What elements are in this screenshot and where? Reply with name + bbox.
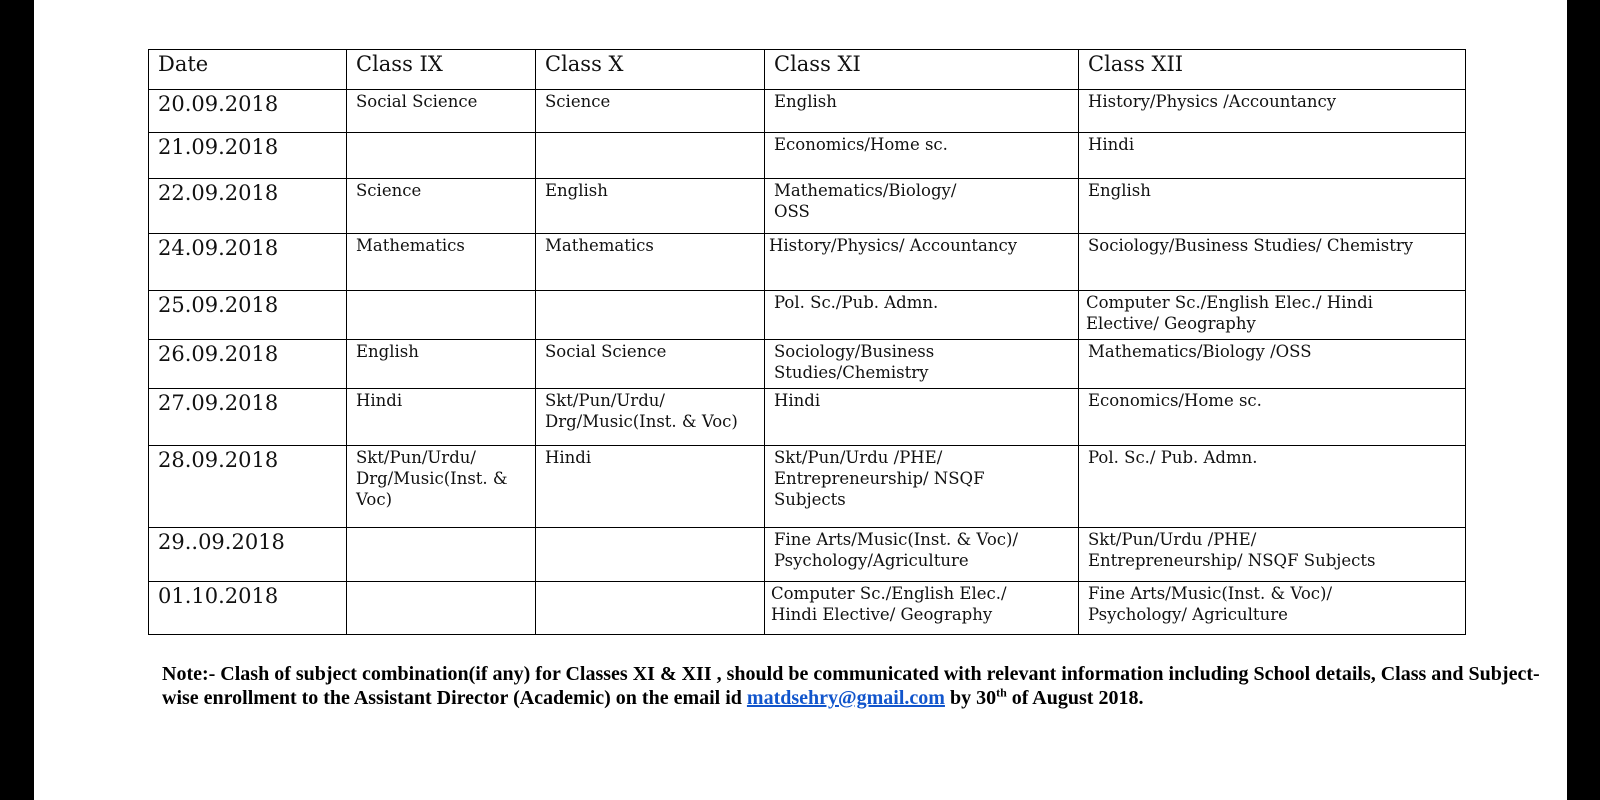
class-x-cell: Social Science — [536, 340, 765, 389]
header-class-ix: Class IX — [347, 50, 536, 90]
document-page — [34, 0, 1567, 800]
class-x-cell — [536, 582, 765, 635]
class-x-cell — [536, 133, 765, 179]
class-ix-cell: Science — [347, 179, 536, 234]
class-x-cell: English — [536, 179, 765, 234]
table-row — [149, 291, 1466, 340]
class-ix-cell: Social Science — [347, 90, 536, 133]
table-header-row — [149, 50, 1466, 90]
note-deadline-text: by 30 — [944, 687, 997, 709]
table-row — [149, 446, 1466, 528]
table-row — [149, 389, 1466, 446]
class-xi-cell: Hindi — [765, 389, 1079, 446]
table-row — [149, 133, 1466, 179]
class-xii-cell: History/Physics /Accountancy — [1079, 90, 1466, 133]
class-xi-cell: Skt/Pun/Urdu /PHE/ Entrepreneurship/ NSQF Subjects — [765, 446, 1079, 528]
ordinal-superscript: th — [996, 685, 1007, 700]
header-class-xi: Class XI — [765, 50, 1079, 90]
class-xi-cell: Computer Sc./English Elec./ Hindi Elective/ Geography — [765, 582, 1079, 635]
class-ix-cell — [347, 291, 536, 340]
class-xi-cell: Fine Arts/Music(Inst. & Voc)/ Psychology/Agriculture — [765, 528, 1079, 582]
date-cell: 01.10.2018 — [149, 582, 347, 635]
class-ix-cell: Hindi — [347, 389, 536, 446]
table-row — [149, 179, 1466, 234]
table-row — [149, 582, 1466, 635]
date-cell: 20.09.2018 — [149, 90, 347, 133]
header-date: Date — [149, 50, 347, 90]
class-xii-cell: Economics/Home sc. — [1079, 389, 1466, 446]
table-row — [149, 234, 1466, 291]
date-cell: 22.09.2018 — [149, 179, 347, 234]
date-cell: 28.09.2018 — [149, 446, 347, 528]
class-xi-cell: Sociology/Business Studies/Chemistry — [765, 340, 1079, 389]
class-ix-cell: English — [347, 340, 536, 389]
class-ix-cell — [347, 133, 536, 179]
header-class-xii: Class XII — [1079, 50, 1466, 90]
note-text: Note:- Clash of subject combination(if any) for Classes XI & XII , should be communicated with relevant information including School details, Class and Subject-wise enrollment to the Assistant Director (Academic) on the email id — [162, 663, 1540, 709]
class-x-cell: Science — [536, 90, 765, 133]
class-xii-cell: Fine Arts/Music(Inst. & Voc)/ Psychology/ Agriculture — [1079, 582, 1466, 635]
class-xi-cell: Mathematics/Biology/ OSS — [765, 179, 1079, 234]
email-link[interactable]: matdsehry@gmail.com — [746, 687, 945, 709]
date-cell: 27.09.2018 — [149, 389, 347, 446]
class-xii-cell: Skt/Pun/Urdu /PHE/ Entrepreneurship/ NSQF Subjects — [1079, 528, 1466, 582]
table-row — [149, 90, 1466, 133]
class-xi-cell: History/Physics/ Accountancy — [765, 234, 1079, 291]
table-row — [149, 528, 1466, 582]
class-x-cell — [536, 291, 765, 340]
class-ix-cell: Skt/Pun/Urdu/ Drg/Music(Inst. & Voc) — [347, 446, 536, 528]
class-x-cell: Mathematics — [536, 234, 765, 291]
class-xii-cell: Hindi — [1079, 133, 1466, 179]
class-xii-cell: English — [1079, 179, 1466, 234]
class-ix-cell: Mathematics — [347, 234, 536, 291]
note-paragraph — [162, 662, 1542, 710]
class-xi-cell: English — [765, 90, 1079, 133]
date-cell: 25.09.2018 — [149, 291, 347, 340]
date-cell: 29..09.2018 — [149, 528, 347, 582]
date-cell: 21.09.2018 — [149, 133, 347, 179]
class-xii-cell: Mathematics/Biology /OSS — [1079, 340, 1466, 389]
date-cell: 26.09.2018 — [149, 340, 347, 389]
class-xi-cell: Pol. Sc./Pub. Admn. — [765, 291, 1079, 340]
note-deadline-suffix: of August 2018. — [1006, 687, 1144, 709]
class-xii-cell: Pol. Sc./ Pub. Admn. — [1079, 446, 1466, 528]
class-ix-cell — [347, 582, 536, 635]
class-xii-cell: Computer Sc./English Elec./ Hindi Elective/ Geography — [1079, 291, 1466, 340]
class-x-cell — [536, 528, 765, 582]
class-xii-cell: Sociology/Business Studies/ Chemistry — [1079, 234, 1466, 291]
class-x-cell: Hindi — [536, 446, 765, 528]
exam-schedule-table — [148, 49, 1466, 635]
class-xi-cell: Economics/Home sc. — [765, 133, 1079, 179]
class-ix-cell — [347, 528, 536, 582]
header-class-x: Class X — [536, 50, 765, 90]
date-cell: 24.09.2018 — [149, 234, 347, 291]
class-x-cell: Skt/Pun/Urdu/ Drg/Music(Inst. & Voc) — [536, 389, 765, 446]
table-row — [149, 340, 1466, 389]
